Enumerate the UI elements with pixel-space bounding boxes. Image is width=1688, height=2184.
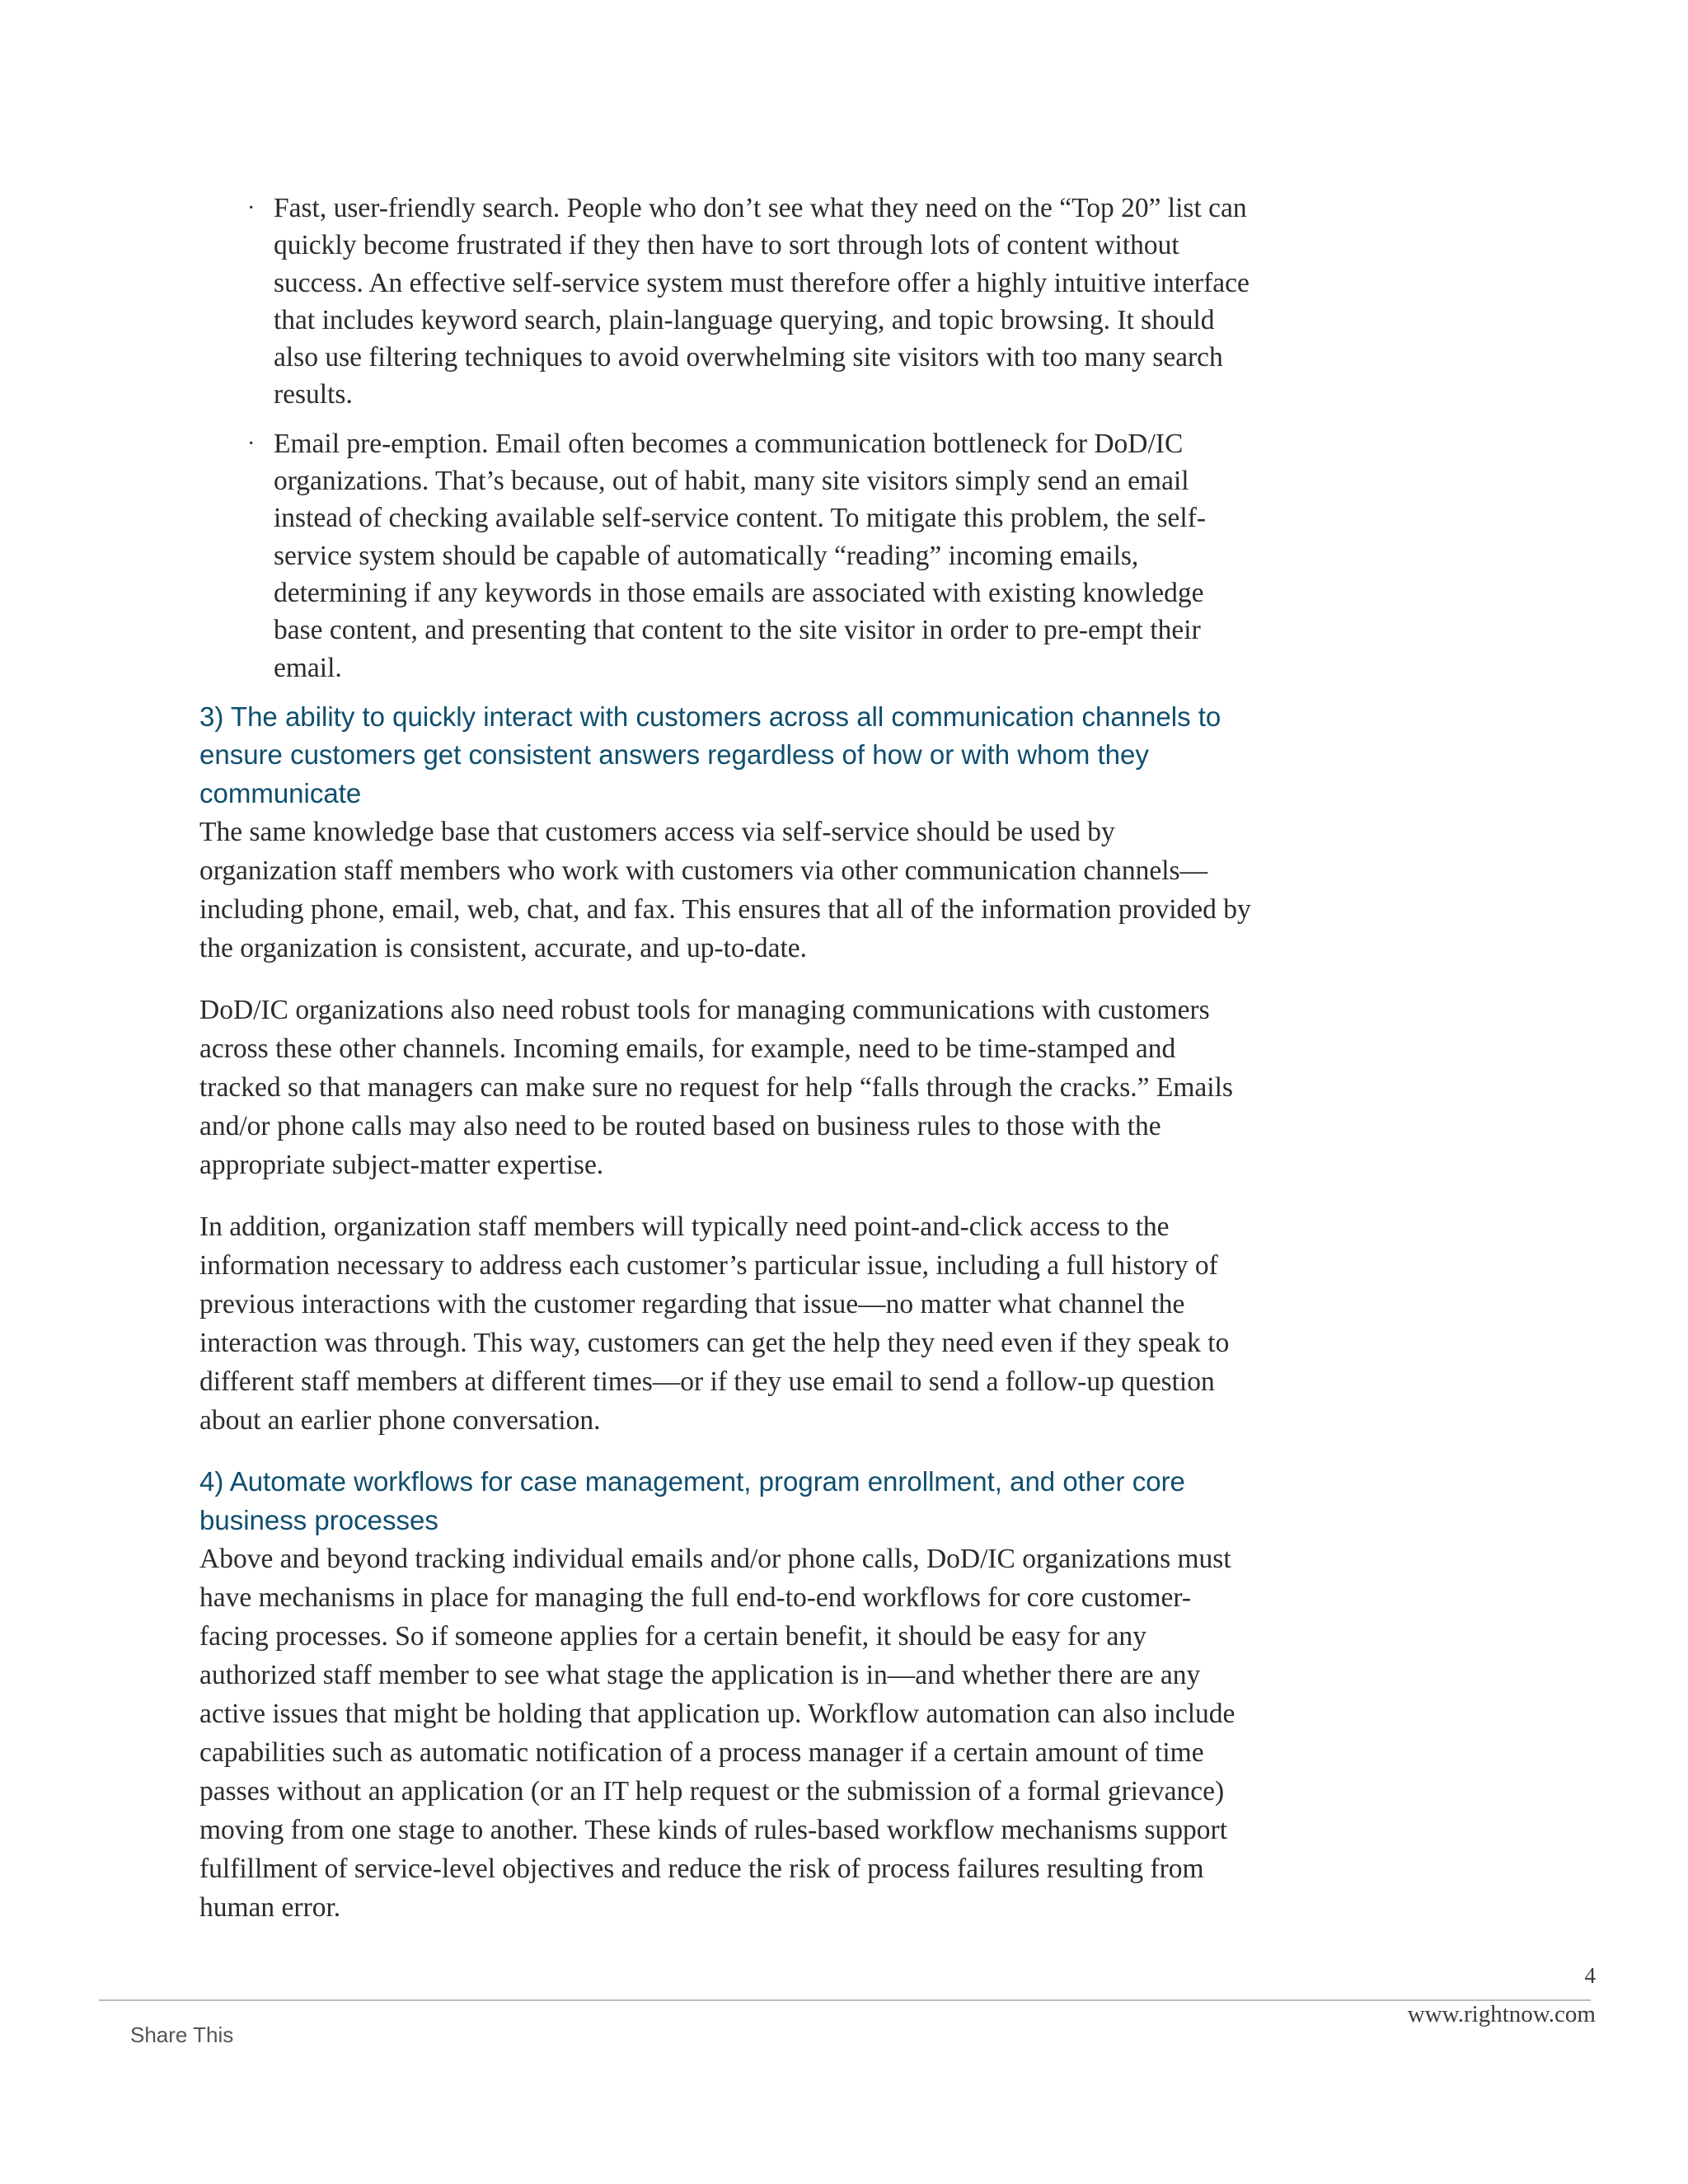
bullet-item-search: [199, 190, 1254, 414]
section-3-paragraph-3: In addition, organization staff members will typically need point-and-click access to the information necessary to address each customer’s particular issue, including a full history of previous interactions with the customer regarding that issue—no matter what channel the interaction was through. This way, customers can get the help they need even if they speak to different staff members at different times—or if they use email to send a follow-up question about an earlier phone conversation.: [199, 1212, 1230, 1436]
bullet-item-email: [199, 425, 1254, 687]
bullet-text: Fast, user-friendly search. People who don’t see what they need on the “Top 20” list can quickly become frustrated if they then have to sort through lots of content without success. An effective self-service system must therefore offer a highly intuitive interface that includes keyword search, plain-language querying, and topic browsing. It should also use filtering techniques to avoid overwhelming site visitors with too many search results.: [274, 193, 1250, 410]
section-4-paragraph-1: Above and beyond tracking individual emails and/or phone calls, DoD/IC organizations must have mechanisms in place for managing the full end-to-end workflows for core customer-facing processes. So if someone applies for a certain benefit, it should be easy for any authorized staff member to see what stage the application is in—and whether there are any active issues that might be holding that application up. Workflow automation can also include capabilities such as automatic notification of a process manager if a certain amount of time passes without an application (or an IT help request or the submission of a formal grievance) moving from one stage to another. These kinds of rules-based workflow mechanisms support fulfillment of service-level objectives and reduce the risk of process failures resulting from human error.: [199, 1544, 1236, 1924]
share-this-link[interactable]: Share This: [130, 2022, 234, 2047]
bullet-list: [199, 190, 1254, 687]
section-3-paragraph-2: DoD/IC organizations also need robust tools for managing communications with customers across these other channels. Incoming emails, for example, need to be time-stamped and tracked so that managers can make sure no request for help “falls through the cracks.” Emails and/or phone calls may also need to be routed based on business rules to those with the appropriate subject-matter expertise.: [199, 995, 1233, 1181]
footer-divider: [99, 1999, 1591, 2001]
bullet-text: Email pre-emption. Email often becomes a communication bottleneck for DoD/IC organizations. That’s because, out of habit, many site visitors simply send an email instead of checking available self-service content. To mitigate this problem, the self-service system should be capable of automatically “reading” incoming emails, determining if any keywords in those emails are associated with existing knowledge base content, and presenting that content to the site visitor in order to pre-empt their email.: [274, 428, 1207, 683]
page-number: 4: [1584, 1963, 1596, 1988]
section-3-paragraph-1: The same knowledge base that customers access via self-service should be used by organization staff members who work with customers via other communication channels—including phone, email, web, chat, and fax. This ensures that all of the information provided by the organization is consistent, accurate, and up-to-date.: [199, 817, 1251, 964]
page-content: [199, 190, 1254, 1950]
section-4-heading: 4) Automate workflows for case management, program enrollment, and other core business processes: [199, 1466, 1185, 1535]
footer-url: www.rightnow.com: [1407, 2001, 1596, 2027]
bullet-marker: ·: [247, 430, 256, 457]
section-3-heading: 3) The ability to quickly interact with customers across all communication channels to ensure customers get consistent answers regardless of how or with whom they communicate: [199, 701, 1221, 808]
bullet-marker: ·: [247, 195, 256, 221]
